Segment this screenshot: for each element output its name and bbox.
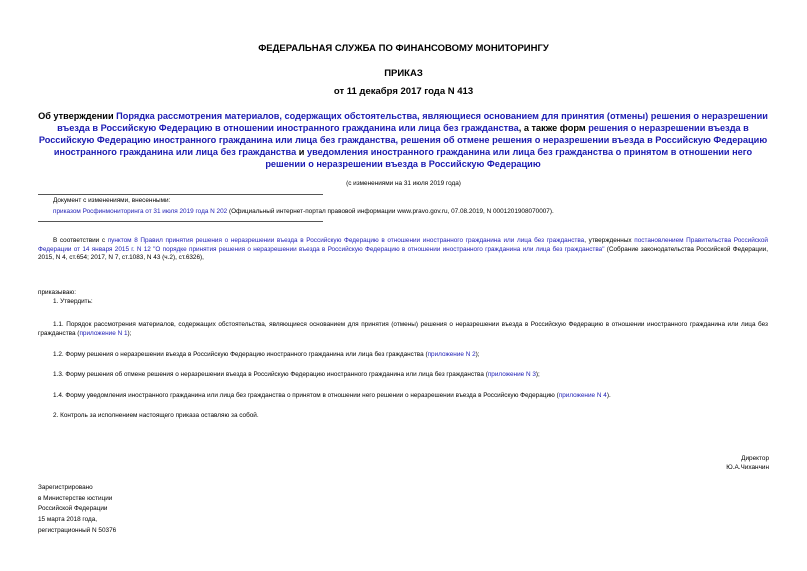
appendix-1-link[interactable]: приложение N 1	[79, 329, 128, 337]
preamble-text-1: В соответствии с	[53, 237, 108, 244]
title-middle: , а также форм	[518, 123, 589, 133]
title-prefix: Об утверждении	[38, 111, 117, 121]
appendix-2-link[interactable]: приложение N 2	[427, 351, 476, 358]
amendments-line	[53, 208, 773, 217]
item-1-4-text: 1.4. Форму уведомления иностранного гражданина или лица без гражданства о принятом в отношении него решении о неразрешении въезда в Российскую Федерацию (	[53, 392, 559, 399]
item-1: 1. Утвердить:	[53, 298, 93, 305]
registration-line-1: Зарегистрировано	[38, 484, 93, 491]
item-1-1	[38, 321, 768, 338]
document-title	[38, 110, 768, 170]
amendment-link[interactable]: приказом Росфинмониторинга от 31 июля 2019 года N 202	[53, 208, 228, 215]
item-2: 2. Контроль за исполнением настоящего приказа оставляю за собой.	[53, 412, 259, 419]
registration-line-3: Российской Федерации	[38, 505, 108, 512]
appendix-4-link[interactable]: приложение N 4	[558, 392, 607, 399]
preamble-link-rules[interactable]: пунктом 8 Правил принятия решения о неразрешении въезда в Российскую Федерацию в отношении иностранного гражданина или лица без гражданства	[107, 237, 585, 244]
title-link-decision-forms[interactable]: решения о неразрешении въезда в Российскую Федерацию иностранного гражданина или лица без гражданства, решения об отмене решения о неразрешении въезда в Российскую Федерацию иностранного гражданина или лица без гражданства	[38, 123, 768, 157]
signature-name: Ю.А.Чиханчин	[726, 464, 769, 471]
item-1-4	[53, 392, 768, 401]
divider-top	[38, 194, 323, 195]
amendment-source: (Официальный интернет-портал правовой информации www.pravo.gov.ru, 07.08.2019, N 0001201908070007).	[227, 208, 554, 215]
changes-note: (с изменениями на 31 июля 2019 года)	[346, 180, 461, 187]
preamble-link-resolution[interactable]: постановлением Правительства Российской Федерации от 14 января 2015 г. N 12 "О порядке принятия решения о неразрешении въезда в Российскую Федерацию в отношении иностранного гражданина или лица без гражданства"	[38, 237, 768, 253]
registration-line-2: в Министерстве юстиции	[38, 495, 113, 502]
doc-type: ПРИКАЗ	[384, 68, 423, 79]
agency-name: ФЕДЕРАЛЬНАЯ СЛУЖБА ПО ФИНАНСОВОМУ МОНИТОРИНГУ	[258, 43, 549, 54]
doc-date-number: от 11 декабря 2017 года N 413	[333, 86, 474, 97]
preamble	[38, 237, 768, 263]
title-link-procedure[interactable]: Порядка рассмотрения материалов, содержащих обстоятельства, являющиеся основанием для принятия (отмены) решения о неразрешении въезда в Российскую Федерацию в отношении иностранного гражданина или лица без гражданства	[57, 111, 768, 133]
registration-line-4: 15 марта 2018 года,	[38, 516, 98, 523]
item-1-1-end: );	[127, 329, 132, 337]
item-1-3-text: 1.3. Форму решения об отмене решения о неразрешении въезда в Российскую Федерацию иностранного гражданина или лица без гражданства (	[53, 371, 488, 378]
title-and: и	[296, 147, 307, 157]
item-1-1-text: 1.1. Порядок рассмотрения материалов, содержащих обстоятельства, являющиеся основанием для принятия (отмены) решения о неразрешении въезда в Российскую Федерацию в отношении иностранного гражданина или лица без гражданства (	[38, 321, 768, 337]
item-1-2-text: 1.2. Форму решения о неразрешении въезда в Российскую Федерацию иностранного гражданина или лица без гражданства (	[53, 351, 428, 358]
item-1-3-end: );	[535, 371, 540, 378]
signature-position: Директор	[741, 455, 769, 462]
registration-line-5: регистрационный N 50376	[38, 527, 117, 534]
title-link-notification-form[interactable]: уведомления иностранного гражданина или лица без гражданства о принятом в отношении него решении о неразрешении въезда в Российскую Федерацию	[265, 147, 753, 169]
item-1-2	[53, 351, 768, 360]
item-1-2-end: );	[475, 351, 480, 358]
appendix-3-link[interactable]: приложение N 3	[487, 371, 536, 378]
amendments-label: Документ с изменениями, внесенными:	[53, 197, 171, 204]
preamble-text-2: , утвержденных	[584, 237, 635, 244]
item-1-3	[53, 371, 768, 380]
divider-bottom	[38, 221, 323, 222]
item-1-4-end: ).	[606, 392, 611, 399]
preamble-text-3: (Собрание законодательства Российской Федерации, 2015, N 4, ст.654; 2017, N 7, ст.1083, N 43 (ч.2), ст.6326),	[38, 245, 768, 262]
order-word: приказываю:	[38, 289, 76, 296]
